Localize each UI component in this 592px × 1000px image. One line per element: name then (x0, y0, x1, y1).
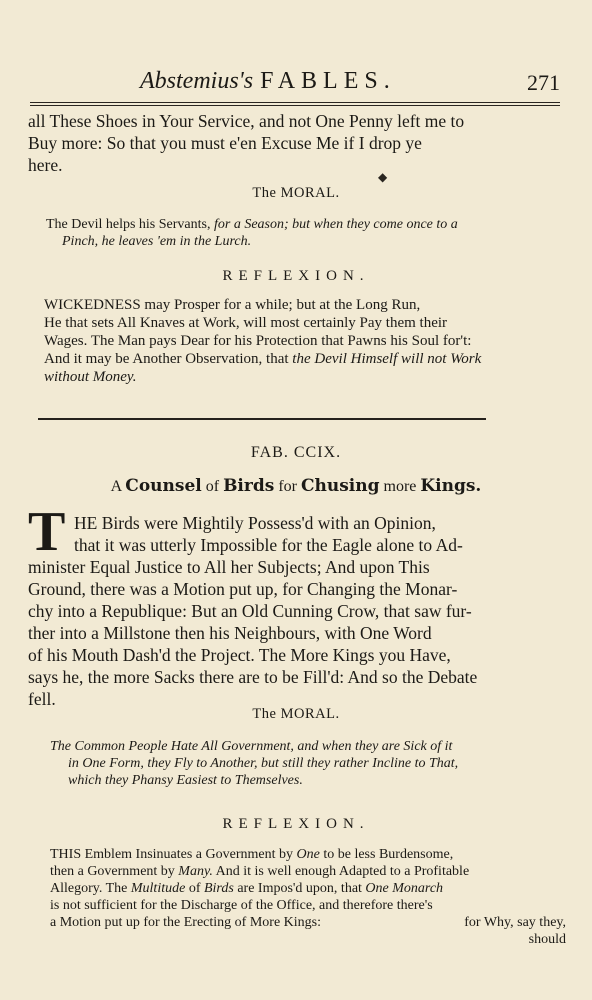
reflexion-roman: THIS Emblem Insinuates a Government by (50, 847, 294, 862)
body-line: ther into a Millstone then his Neighbours, with One Word (28, 623, 432, 643)
reflexion-roman: then a Government by (50, 864, 175, 879)
moral-line: in One Form, they Fly to Another, but still they rather Incline to That, (68, 756, 459, 771)
title-word: more (383, 478, 417, 495)
title-word: A (110, 478, 122, 495)
running-book-title: FABLES. (260, 68, 396, 94)
reflexion-roman: And it is well enough Adapted to a Profitable (215, 864, 470, 879)
title-word-blackletter: Counsel (125, 476, 202, 496)
reflexion-line (50, 880, 566, 897)
running-author: Abstemius's (140, 68, 254, 94)
title-word-blackletter: Chusing (300, 476, 380, 496)
section-divider (38, 418, 486, 420)
title-word-blackletter: Kings. (420, 476, 482, 496)
catchword: should (528, 932, 566, 947)
body-line: says he, the more Sacks there are to be Fill'd: And so the Debate (28, 667, 478, 687)
ink-mark: ◆ (378, 170, 388, 184)
reflexion-italic: Birds (203, 881, 234, 896)
text-line: all These Shoes in Your Service, and not One Penny left me to (28, 111, 465, 131)
reflexion-italic: Many. (178, 864, 213, 879)
reflexion-roman: a Motion put up for the Erecting of More Kings: (50, 915, 322, 930)
body-line: of his Mouth Dash'd the Project. The More Kings you Have, (28, 645, 451, 665)
moral-line: The Common People Hate All Government, and when they are Sick of it (50, 739, 453, 754)
body-line: chy into a Republique: But an Old Cunning Crow, that saw fur- (28, 601, 472, 621)
reflexion-roman: for Why, say they, (464, 915, 566, 930)
running-header (30, 66, 560, 100)
reflexion-line: without Money. (44, 369, 137, 385)
reflexion-line: WICKEDNESS may Prosper for a while; but at the Long Run, (44, 297, 421, 313)
reflexion-line (50, 914, 566, 931)
text-line: here. (28, 155, 63, 175)
fable-number-heading: FAB. CCIX. (250, 444, 342, 461)
moral-line (46, 216, 570, 233)
moral-line: Pinch, he leaves 'em in the Lurch. (62, 234, 252, 249)
reflexion-italic: Multitude (130, 881, 186, 896)
header-rule-thin (30, 105, 560, 106)
reflexion-line (50, 846, 566, 863)
reflexion-italic: One Monarch (365, 881, 444, 896)
title-word-blackletter: Birds (223, 476, 275, 496)
body-line: Ground, there was a Motion put up, for Changing the Monar- (28, 579, 458, 599)
moral-heading: The MORAL. (252, 185, 340, 201)
moral-heading: The MORAL. (252, 706, 340, 722)
reflexion-roman: to be less Burdensome, (323, 847, 454, 862)
reflexion-line (44, 350, 564, 368)
drop-cap: T (28, 501, 66, 563)
reflexion-italic: the Devil Himself will not Work (292, 351, 482, 367)
reflexion-roman: The (105, 881, 128, 896)
body-line: fell. (28, 689, 56, 709)
body-line: minister Equal Justice to All her Subjects; And upon This (28, 557, 430, 577)
body-line: that it was utterly Impossible for the Eagle alone to Ad- (74, 535, 463, 555)
reflexion-italic: One (296, 847, 320, 862)
reflexion-line (50, 863, 566, 880)
title-word: for (278, 478, 297, 495)
reflexion-line: Wages. The Man pays Dear for his Protection that Pawns his Soul for't: (44, 333, 472, 349)
moral-text (46, 216, 570, 250)
reflexion-line: is not sufficient for the Discharge of the Office, and therefore there's (50, 898, 433, 913)
fable-209-body (28, 512, 564, 710)
reflexion-text (44, 296, 564, 386)
reflexion-text (50, 846, 566, 948)
page-number: 271 (527, 70, 560, 95)
reflexion-heading: REFLEXION. (222, 268, 370, 284)
title-word: of (205, 478, 220, 495)
text-line: Buy more: So that you must e'en Excuse Me if I drop ye (28, 133, 422, 153)
body-line: HE Birds were Mightily Possess'd with an Opinion, (74, 513, 436, 533)
reflexion-heading: REFLEXION. (222, 816, 370, 832)
moral-roman: The Devil helps his Servants, (46, 217, 211, 232)
reflexion-roman: of (188, 881, 201, 896)
moral-text (50, 738, 568, 789)
header-rule (30, 102, 560, 103)
reflexion-roman: are Impos'd upon, that (237, 881, 362, 896)
running-title (140, 68, 396, 95)
reflexion-line: He that sets All Knaves at Work, will most certainly Pay them their (44, 315, 448, 331)
fable-title (0, 476, 592, 496)
moral-italic: for a Season; but when they come once to a (213, 217, 458, 232)
moral-line: which they Phansy Easiest to Themselves. (68, 773, 303, 788)
reflexion-roman: Allegory. (50, 881, 103, 896)
fable-208-ending (28, 110, 564, 176)
reflexion-roman: And it may be Another Observation, that (44, 351, 289, 367)
